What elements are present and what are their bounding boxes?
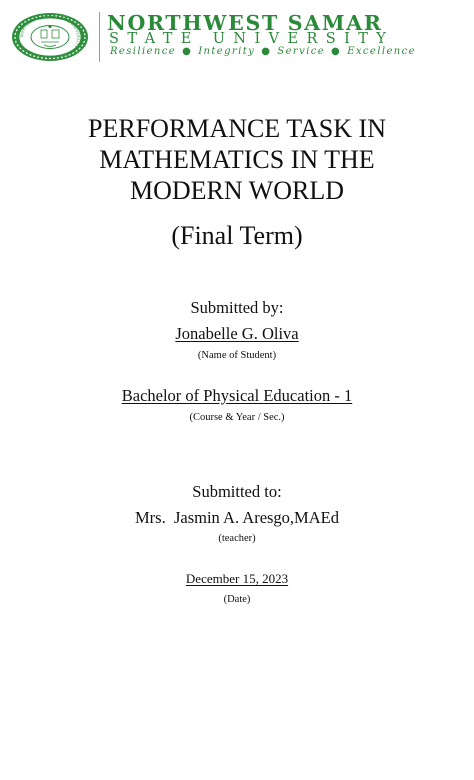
student-name-caption: (Name of Student) bbox=[197, 350, 277, 361]
letterhead bbox=[0, 0, 474, 78]
submission-date: December 15, 2023 bbox=[185, 571, 289, 586]
bullet-icon: ● bbox=[182, 46, 193, 57]
bullet-icon: ● bbox=[261, 46, 272, 57]
date-caption: (Date) bbox=[223, 594, 251, 605]
university-seal-logo bbox=[11, 12, 89, 62]
title-line: MATHEMATICS IN THE bbox=[99, 145, 375, 174]
teacher-name bbox=[0, 508, 474, 528]
motto-resilience: Resilience bbox=[110, 46, 177, 57]
course-caption: (Course & Year / Sec.) bbox=[189, 412, 285, 423]
bullet-icon: ● bbox=[331, 46, 342, 57]
course-wrap bbox=[0, 386, 474, 406]
teacher-name-text: Mrs. Jasmin A. Aresgo,MAEd bbox=[135, 508, 339, 527]
student-name: Jonabelle G. Oliva bbox=[175, 324, 299, 343]
submitted-by-label: Submitted by: bbox=[190, 298, 284, 317]
date-wrap bbox=[0, 571, 474, 587]
motto-service: Service bbox=[277, 46, 326, 57]
course-year-section: Bachelor of Physical Education - 1 bbox=[121, 386, 353, 405]
header-divider bbox=[99, 12, 100, 62]
seal-ring-text: NORTHWEST SAMAR STATE UNIVERSITY bbox=[19, 13, 81, 49]
university-name: NORTHWEST SAMAR bbox=[107, 11, 383, 35]
submitted-to-label: Submitted to: bbox=[192, 482, 282, 501]
document-title bbox=[0, 113, 474, 206]
motto-excellence: Excellence bbox=[347, 46, 416, 57]
motto-integrity: Integrity bbox=[198, 46, 256, 57]
teacher-caption: (teacher) bbox=[218, 533, 256, 544]
title-line: PERFORMANCE TASK IN bbox=[88, 114, 386, 143]
document-subtitle: (Final Term) bbox=[171, 221, 303, 250]
title-line: MODERN WORLD bbox=[129, 176, 345, 205]
student-name-wrap bbox=[0, 324, 474, 344]
university-motto bbox=[110, 45, 455, 59]
university-subname: STATE UNIVERSITY bbox=[109, 31, 395, 47]
